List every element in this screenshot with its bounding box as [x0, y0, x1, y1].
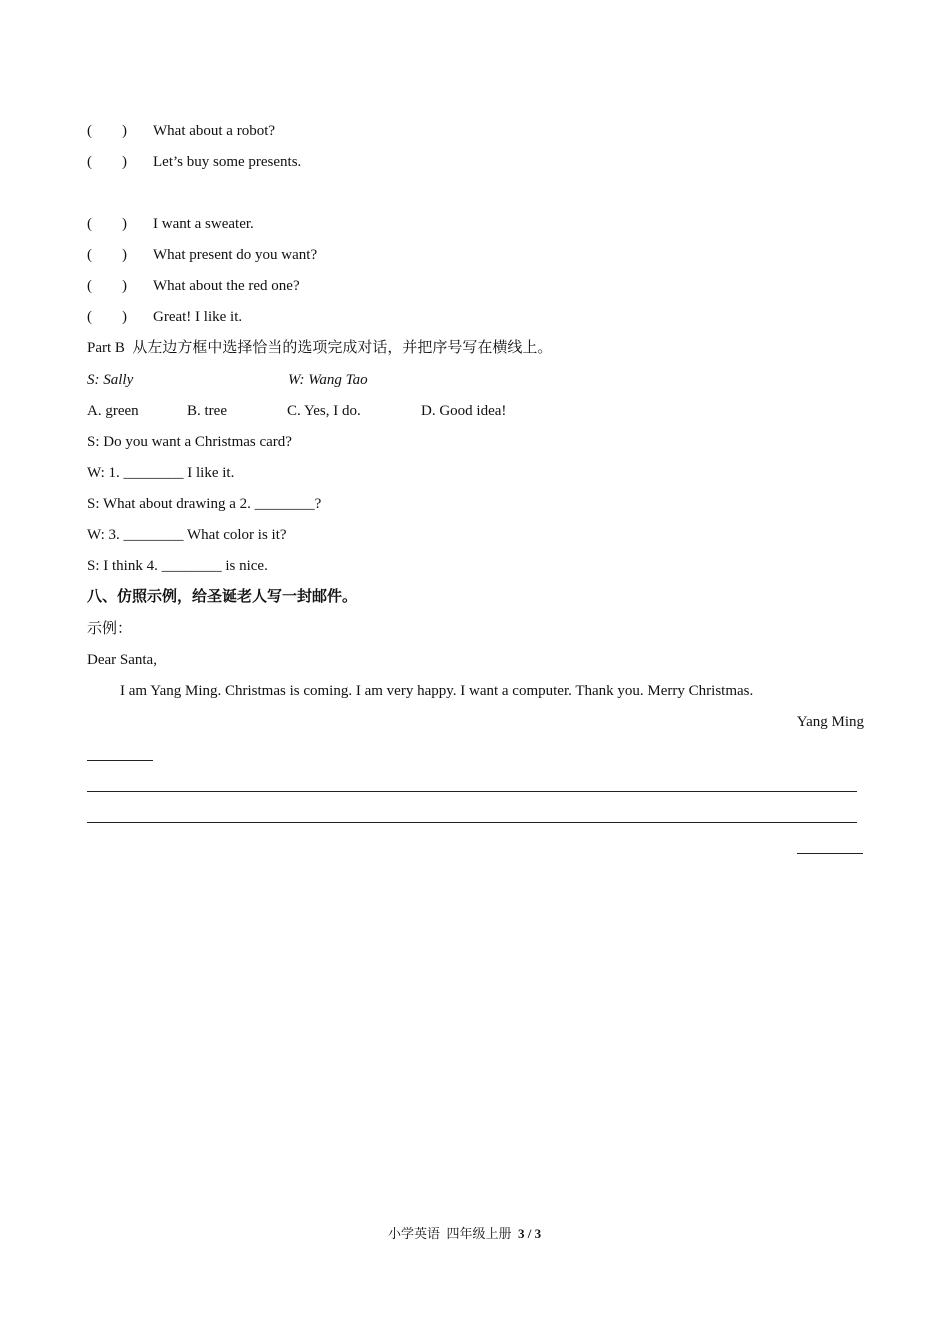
order-item-4 [87, 245, 317, 265]
order-item-text: What present do you want? [153, 247, 318, 263]
dialogue-line-5: S: I think 4. ________ is nice. [87, 558, 268, 574]
footer-page-number: 3 / 3 [518, 1226, 542, 1241]
order-item-3 [87, 214, 254, 234]
writing-line-greeting[interactable] [87, 760, 153, 761]
dialogue-line-2: W: 1. ________ I like it. [87, 465, 235, 481]
section-8-heading: 八、仿照示例，给圣诞老人写一封邮件。 [87, 589, 358, 605]
dialogue-line-3: S: What about drawing a 2. ________? [87, 496, 322, 512]
letter-signature: Yang Ming [796, 714, 864, 730]
dialogue-line-1: S: Do you want a Christmas card? [87, 434, 292, 450]
example-label: 示例： [87, 621, 133, 637]
option-a: A. green [87, 403, 139, 419]
answer-paren: ( ) [87, 123, 127, 139]
letter-body: I am Yang Ming. Christmas is coming. I am very happy. I want a computer. Thank you. Merry Christmas. [120, 683, 754, 699]
answer-paren: ( ) [87, 247, 127, 263]
letter-greeting: Dear Santa, [87, 652, 157, 668]
option-c: C. Yes, I do. [287, 403, 361, 419]
page-footer [388, 1224, 541, 1244]
order-item-text: Great! I like it. [153, 309, 243, 325]
answer-paren: ( ) [87, 216, 127, 232]
answer-paren: ( ) [87, 309, 127, 325]
option-b: B. tree [187, 403, 227, 419]
dialogue-line-4: W: 3. ________ What color is it? [87, 527, 287, 543]
order-item-text: Let’s buy some presents. [153, 154, 302, 170]
writing-line-signature[interactable] [797, 853, 863, 854]
answer-paren: ( ) [87, 154, 127, 170]
order-item-1 [87, 121, 275, 141]
writing-line-1[interactable] [87, 791, 857, 792]
speaker-s: S: Sally [87, 372, 134, 388]
order-item-5 [87, 276, 300, 296]
order-item-2 [87, 152, 301, 172]
order-item-text: I want a sweater. [153, 216, 254, 232]
order-item-6 [87, 307, 242, 327]
part-b-heading: Part B 从左边方框中选择恰当的选项完成对话，并把序号写在横线上。 [87, 340, 553, 356]
footer-course: 小学英语 四年级上册 [388, 1226, 512, 1241]
order-item-text: What about the red one? [153, 278, 300, 294]
order-item-text: What about a robot? [153, 123, 276, 139]
speaker-w: W: Wang Tao [288, 372, 368, 388]
answer-paren: ( ) [87, 278, 127, 294]
option-d: D. Good idea! [421, 403, 507, 419]
writing-line-2[interactable] [87, 822, 857, 823]
